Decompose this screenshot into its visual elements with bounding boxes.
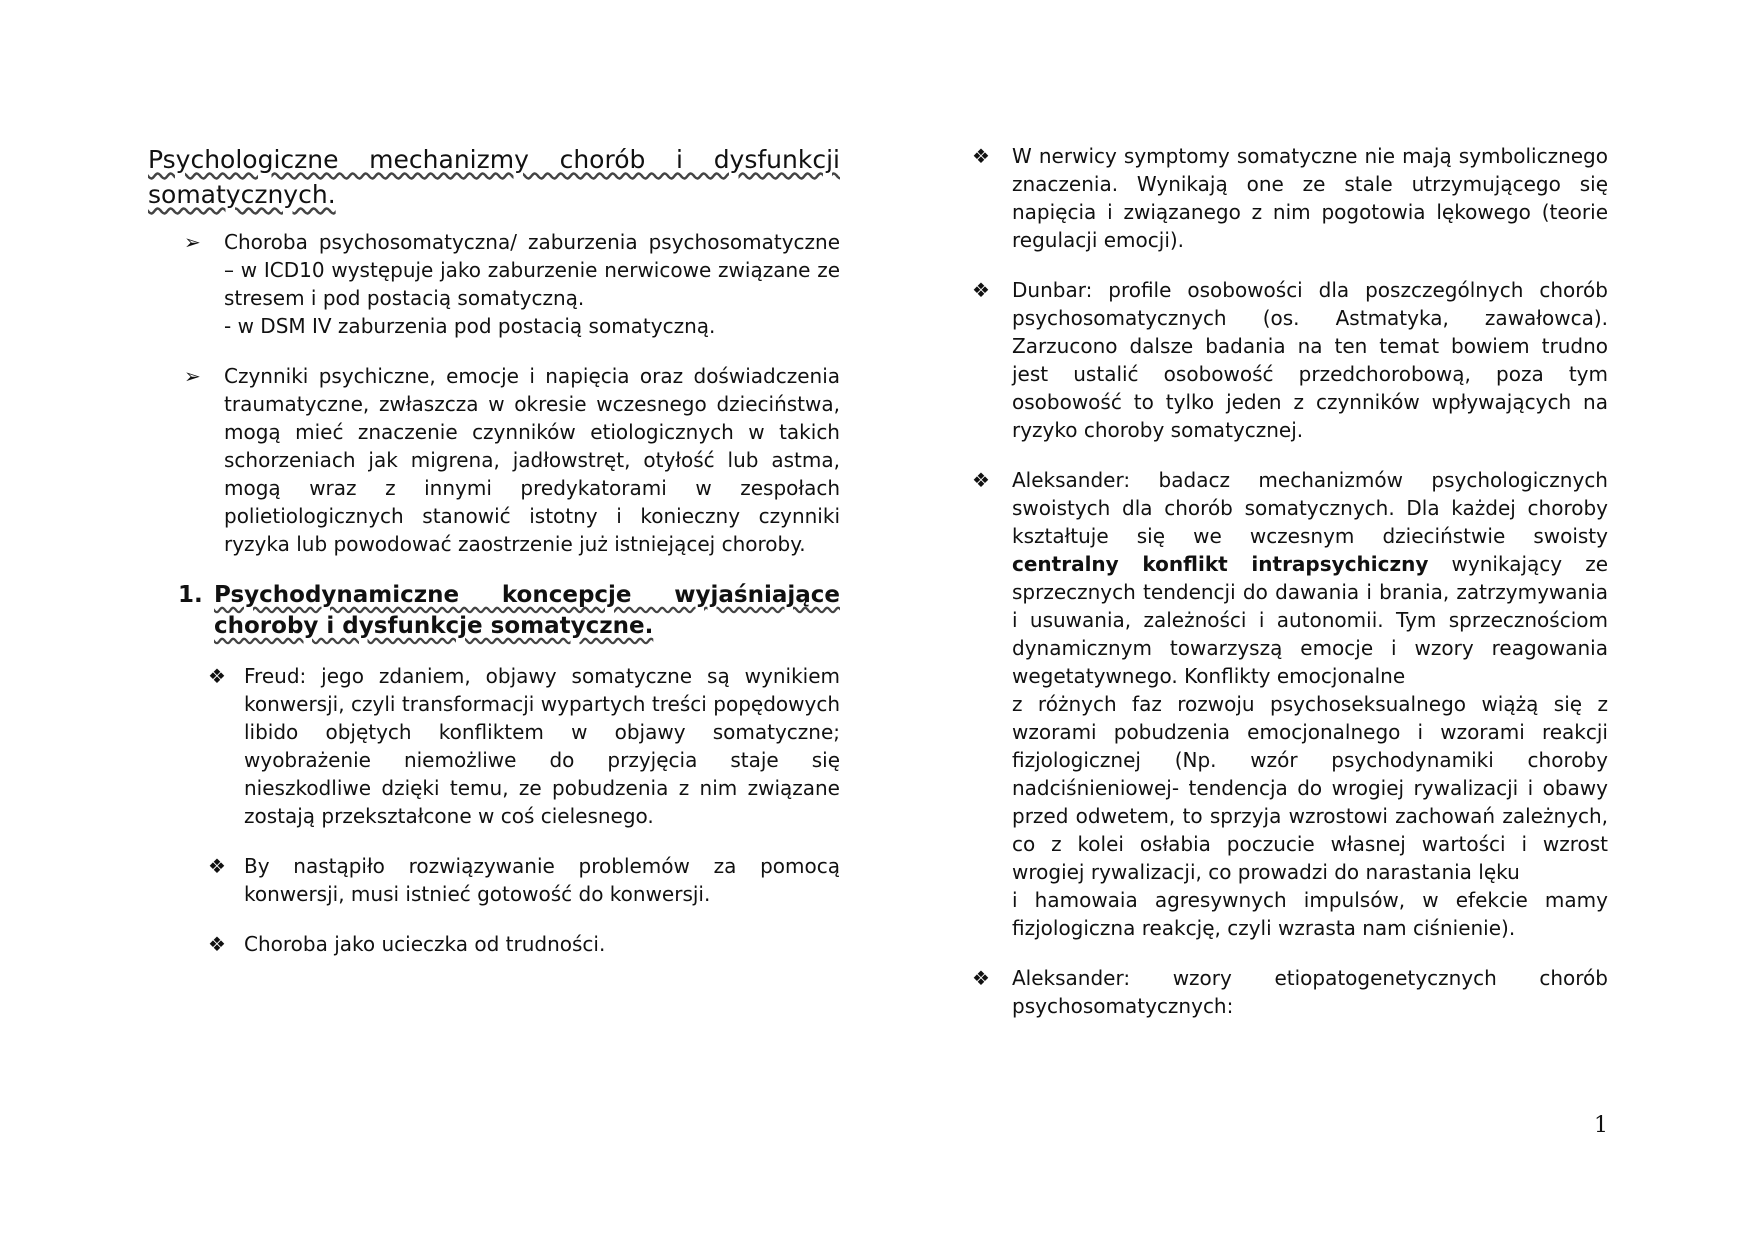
list-item (970, 964, 1608, 1020)
item-text-part: Aleksander: badacz mechanizmów psychologicznych swoistych dla chorób somatycznych. Dla każdej choroby kształtuje się we wczesnym dzieciństwie swoisty (1012, 468, 1608, 548)
item-text-continuation: i hamowaia agresywnych impulsów, w efekcie mamy fizjologiczna reakcję, czyli wzrasta nam ciśnienie). (1012, 888, 1608, 940)
list-item (148, 662, 840, 830)
diamond-bullet-icon: ❖ (972, 144, 990, 168)
arrow-bullet-icon: ➢ (184, 364, 201, 388)
item-text: W nerwicy symptomy somatyczne nie mają symbolicznego znaczenia. Wynikają one ze stale utrzymującego się napięcia i związanego z nim pogotowia lękowego (teorie regulacji emocji). (1012, 144, 1608, 252)
list-item (970, 142, 1608, 254)
section-heading-text: Psychodynamiczne koncepcje wyjaśniające choroby i dysfunkcje somatyczne. (214, 582, 840, 639)
item-text-part: wynikający ze sprzecznych tendencji do dawania i brania, zatrzymywania i usuwania, zależności i autonomii. Tym sprzecznościom dynamicznym towarzyszą emocje i wzory reagowania wegetatywnego. Konflikty emocjonalne (1012, 552, 1608, 688)
item-text: Choroba jako ucieczka od trudności. (244, 932, 606, 956)
item-text (1012, 466, 1608, 690)
title-line-1: Psychologiczne mechanizmy chorób i dysfunkcji (148, 145, 840, 174)
arrow-bullet-icon: ➢ (184, 230, 201, 254)
list-item (148, 228, 840, 340)
diamond-bullet-icon: ❖ (208, 664, 226, 688)
diamond-bullet-icon: ❖ (972, 278, 990, 302)
diamond-bullet-icon: ❖ (972, 468, 990, 492)
item-text-dsm: - w DSM IV zaburzenia pod postacią somatyczną. (224, 314, 716, 338)
item-text: Choroba psychosomatyczna/ zaburzenia psychosomatyczne – w ICD10 występuje jako zaburzenie nerwicowe związane ze stresem i pod postacią somatyczną. (224, 230, 840, 310)
item-text: By nastąpiło rozwiązywanie problemów za pomocą konwersji, musi istnieć gotowość do konwersji. (244, 854, 840, 906)
bold-term: centralny konflikt intrapsychiczny (1012, 552, 1429, 576)
page-title (148, 142, 840, 212)
diamond-bullet-icon: ❖ (208, 932, 226, 956)
diamond-bullet-icon: ❖ (972, 966, 990, 990)
item-text: Freud: jego zdaniem, objawy somatyczne są wynikiem konwersji, czyli transformacji wypartych treści popędowych libido objętych konfliktem w objawy somatyczne; wyobrażenie niemożliwe do przyjęcia staje się nieszkodliwe dzięki temu, ze pobudzenia z nim związane zostają przekształcone w coś cielesnego. (244, 664, 840, 828)
left-column (148, 142, 840, 980)
section-heading (148, 580, 840, 642)
item-text: Dunbar: profile osobowości dla poszczególnych chorób psychosomatycznych (os. Astmatyka, zawałowca). Zarzucono dalsze badania na ten temat bowiem trudno jest ustalić osobowość przedchorobową, poza tym osobowość to tylko jeden z czynników wpływających na ryzyko choroby somatycznej. (1012, 278, 1608, 442)
list-item (970, 276, 1608, 444)
list-item (148, 852, 840, 908)
diamond-bullet-icon: ❖ (208, 854, 226, 878)
item-text: Aleksander: wzory etiopatogenetycznych chorób psychosomatycznych: (1012, 966, 1608, 1018)
page-number: 1 (1594, 1113, 1608, 1138)
list-item (970, 466, 1608, 942)
list-item (148, 930, 840, 958)
item-text: Czynniki psychiczne, emocje i napięcia oraz doświadczenia traumatyczne, zwłaszcza w okresie wczesnego dzieciństwa, mogą mieć znaczenie czynników etiologicznych w takich schorzeniach jak migrena, jadłowstręt, otyłość lub astma, mogą wraz z innymi predykatorami w zespołach polietiologicznych stanowić istotny i konieczny czynniki ryzyka lub powodować zaostrzenie już istniejącej choroby. (224, 364, 840, 556)
title-line-2: somatycznych. (148, 180, 336, 209)
right-column (970, 142, 1608, 1042)
section-number: 1. (178, 582, 203, 608)
item-text-continuation: z różnych faz rozwoju psychoseksualnego wiążą się z wzorami pobudzenia emocjonalnego i wzorami reakcji fizjologicznej (Np. wzór psychodynamiki choroby nadciśnieniowej- tendencja do wrogiej rywalizacji i obawy przed odwetem, to sprzyja wzrostowi zachowań zależnych, co z kolei osłabia poczucie własnej wartości i wzrost wrogiej rywalizacji, co prowadzi do narastania lęku (1012, 692, 1608, 884)
list-item (148, 362, 840, 558)
